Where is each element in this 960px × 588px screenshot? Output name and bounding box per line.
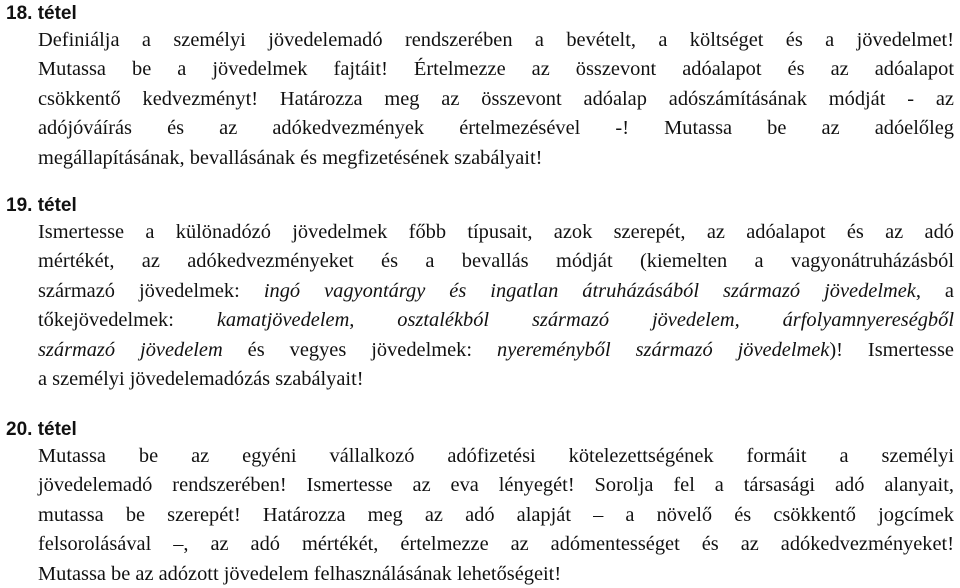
text: a személyi jövedelemadózás szabályait! (38, 368, 364, 390)
text: és vegyes jövedelmek: (222, 338, 498, 361)
text: származó jövedelmek: (38, 279, 264, 302)
paragraph-line (38, 530, 954, 558)
paragraph-line (38, 114, 954, 142)
paragraph-line (38, 26, 954, 54)
text: mutassa be szerepét! Határozza meg az adó alapját – a növelő és csökkentő jogcímek (38, 503, 954, 526)
paragraph-line (38, 85, 954, 113)
text: csökkentő kedvezményt! Határozza meg az összevont adóalap adószámításának módját - az (38, 87, 954, 110)
text: jövedelemadó rendszerében! Ismertesse az eva lényegét! Sorolja fel a társasági adó alanyait, (38, 474, 954, 497)
text: Definiálja a személyi jövedelemadó rendszerében a bevételt, a költséget és a jövedelmet! (38, 29, 954, 51)
paragraph-line (38, 560, 954, 588)
text: felsorolásával –, az adó mértékét, értelmezze az adómentességet és az adókedvezményeket! (38, 533, 954, 556)
paragraph-line (38, 218, 954, 246)
italic-text: kamatjövedelem, osztalékból származó jövedelem, árfolyamnyereségből (216, 309, 954, 332)
text: mértékét, az adókedvezményeket és a bevallás módját (kiemelten a vagyonátruházásból (38, 250, 954, 273)
section-title: 18. tétel (6, 3, 77, 24)
paragraph-line (38, 144, 954, 172)
text: Mutassa be a jövedelmek fajtáit! Értelmezze az összevont adóalapot és az adóalapot (38, 58, 954, 81)
text: tőkejövedelmek: (38, 309, 217, 332)
section-title: 19. tétel (6, 195, 77, 216)
italic-text: származó jövedelem (38, 338, 223, 361)
text: , a (915, 279, 954, 302)
text: Mutassa be az egyéni vállalkozó adófizetési kötelezettségének formáit a személyi (38, 445, 954, 467)
paragraph-line (38, 365, 954, 393)
italic-text: ingó vagyontárgy és ingatlan átruházásából származó jövedelmek (263, 279, 916, 302)
paragraph-line (38, 247, 954, 275)
paragraph-line (38, 277, 954, 305)
paragraph-line (38, 55, 954, 83)
text: )! Ismertesse (829, 338, 954, 361)
text: megállapításának, bevallásának és megfizetésének szabályait! (38, 146, 543, 169)
text: Ismertesse a különadózó jövedelmek főbb típusait, azok szerepét, az adóalapot és az adó (38, 221, 954, 243)
section-title: 20. tétel (6, 419, 77, 440)
text: Mutassa be az adózott jövedelem felhasználásának lehetőségeit! (38, 562, 562, 585)
paragraph-line (38, 306, 954, 334)
italic-text: nyereményből származó jövedelmek (497, 338, 830, 361)
paragraph-line (38, 442, 954, 470)
paragraph-line (38, 336, 954, 364)
text: adójóváírás és az adókedvezmények értelmezésével -! Mutassa be az adóelőleg (38, 117, 954, 140)
paragraph-line (38, 471, 954, 499)
paragraph-line (38, 501, 954, 529)
